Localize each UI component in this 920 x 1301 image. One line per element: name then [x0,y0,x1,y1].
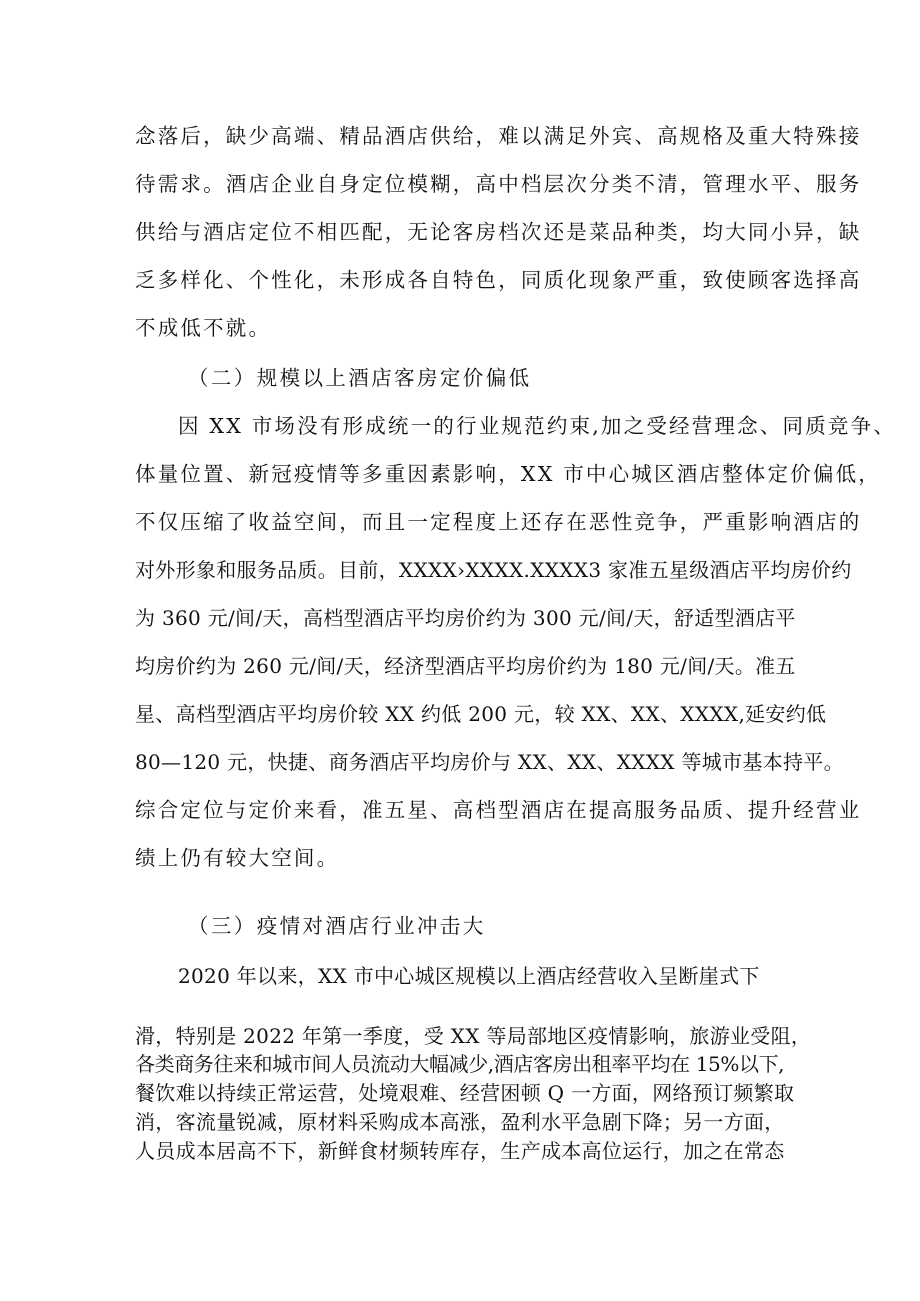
paragraph-2-line-9: 综合定位与定价来看，准五星、高档型酒店在提高服务品质、提升经营业 [135,798,862,822]
paragraph-2-line-5: 为 360 元/间/天，高档型酒店平均房价约为 300 元/间/天，舒适型酒店平 [135,606,796,630]
paragraph-1-line-5: 不成低不就。 [135,316,272,340]
paragraph-2-line-2: 体量位置、新冠疫情等多重因素影响，XX 市中心城区酒店整体定价偏低， [135,462,882,486]
paragraph-2-line-10: 绩上仍有较大空间。 [135,846,340,870]
paragraph-1-line-1: 念落后，缺少高端、精品酒店供给，难以满足外宾、高规格及重大特殊接 [135,124,862,148]
paragraph-2-line-4: 对外形象和服务品质。目前，XXXX›XXXX.XXXX3 家准五星级酒店平均房价约 [135,558,852,582]
paragraph-3-line-6: 人员成本居高不下，新鲜食材频转库存，生产成本高位运行，加之在常态 [135,1139,785,1163]
paragraph-1-line-3: 供给与酒店定位不相匹配，无论客房档次还是菜品种类，均大同小异，缺 [135,220,862,244]
paragraph-2-line-3: 不仅压缩了收益空间，而且一定程度上还存在恶性竞争，严重影响酒店的 [135,510,862,534]
paragraph-1-line-2: 待需求。酒店企业自身定位模糊，高中档层次分类不清，管理水平、服务 [135,172,862,196]
paragraph-3-line-4: 餐饮难以持续正常运营，处境艰难、经营困顿 Q 一方面，网络预订频繁取 [135,1081,795,1105]
section-heading-2: （二）规模以上酒店客房定价偏低 [188,366,532,390]
paragraph-2-line-7: 星、高档型酒店平均房价较 XX 约低 200 元，较 XX、XX、XXXX,延安约低 [135,702,827,726]
paragraph-3-line-5: 消，客流量锐减，原材料采购成本高涨，盈利水平急剧下降；另一方面， [135,1110,785,1134]
paragraph-2-line-6: 均房价约为 260 元/间/天，经济型酒店平均房价约为 180 元/间/天。准五 [135,654,796,678]
paragraph-3-line-1: 2020 年以来，XX 市中心城区规模以上酒店经营收入呈断崖式下 [178,964,760,988]
paragraph-1-line-4: 乏多样化、个性化，未形成各自特色，同质化现象严重，致使顾客选择高 [135,268,862,292]
paragraph-2-line-8: 80—120 元，快捷、商务酒店平均房价与 XX、XX、XXXX 等城市基本持平。 [135,750,844,774]
section-heading-3: （三）疫情对酒店行业冲击大 [188,914,486,938]
paragraph-3-line-3: 各类商务往来和城市间人员流动大幅减少,酒店客房出租率平均在 15%以下, [135,1052,785,1076]
paragraph-3-line-2: 滑，特别是 2022 年第一季度，受 XX 等局部地区疫情影响，旅游业受阻， [135,1024,812,1048]
paragraph-2-line-1: 因 XX 市场没有形成统一的行业规范约束,加之受经营理念、同质竞争、 [178,414,897,438]
